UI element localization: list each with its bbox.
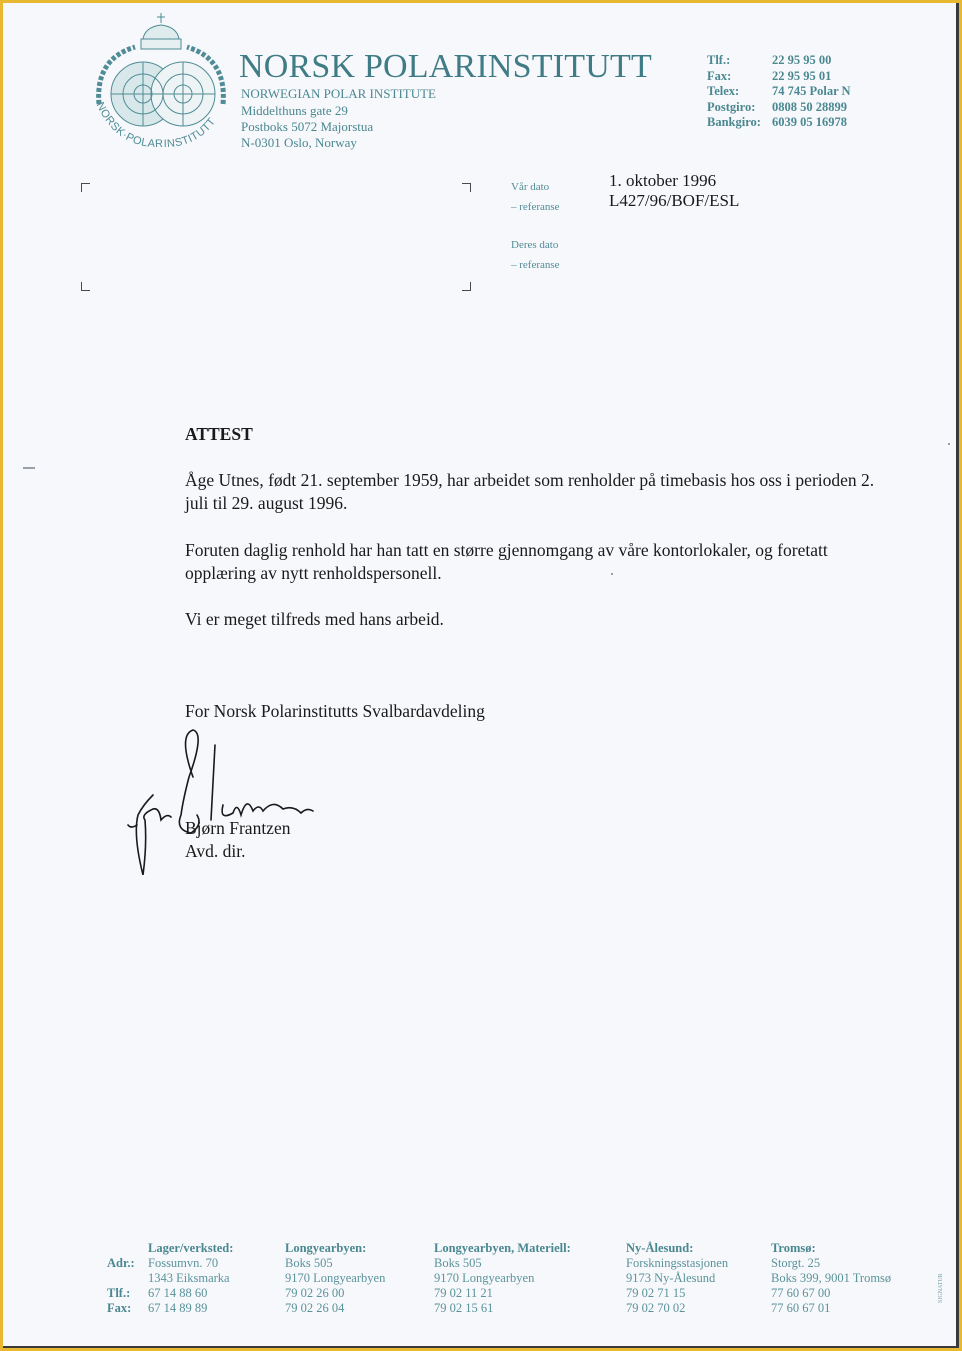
paragraph-3: Vi er meget tilfreds med hans arbeid. bbox=[185, 609, 444, 629]
organization-name: NORSK POLARINSTITUTT bbox=[239, 48, 652, 85]
footer-column-ny-alesund: Ny-Ålesund: Forskningsstasjonen 9173 Ny-Ålesund 79 02 71 15 79 02 70 02 bbox=[626, 1241, 729, 1315]
address-window-corner-icon bbox=[462, 183, 471, 192]
contact-telex: Telex: 74 745 Polar N bbox=[707, 84, 851, 98]
organization-address: Middelthuns gate 29 Postboks 5072 Majorstua N-0301 Oslo, Norway bbox=[241, 103, 374, 150]
address-window-corner-icon bbox=[81, 183, 90, 192]
our-reference-labels: Vår dato – referanse bbox=[511, 181, 560, 213]
address-window-corner-icon bbox=[462, 282, 471, 291]
footer-column-lager: Lager/verksted: Fossumvn. 70 1343 Eiksmarka 67 14 88 60 67 14 89 89 bbox=[148, 1241, 234, 1315]
contact-fax: Fax: 22 95 95 01 bbox=[707, 68, 832, 83]
scan-speck bbox=[611, 573, 613, 575]
contact-phone: Tlf.: 22 95 95 00 bbox=[707, 53, 832, 67]
contact-bankgiro: Bankgiro: 6039 05 16978 bbox=[707, 115, 847, 129]
address-window-corner-icon bbox=[81, 282, 90, 291]
letter-reference: L427/96/BOF/ESL bbox=[609, 191, 740, 210]
organization-name-english: NORWEGIAN POLAR INSTITUTE bbox=[241, 86, 436, 101]
closing-line: For Norsk Polarinstitutts Svalbardavdeling bbox=[185, 701, 485, 721]
signer-title: Avd. dir. bbox=[185, 841, 246, 861]
polar-institute-logo-icon bbox=[85, 9, 237, 147]
letter-date: 1. oktober 1996 bbox=[609, 171, 717, 190]
contact-block bbox=[707, 53, 851, 131]
their-reference-labels: Deres dato – referanse bbox=[511, 239, 560, 271]
letter-page bbox=[3, 3, 959, 1348]
svg-text:NORSK·POLARINSTITUTT: NORSK·POLARINSTITUTT bbox=[93, 100, 219, 147]
letter-heading: ATTEST bbox=[185, 424, 253, 444]
printer-mark: SIGNATUR bbox=[938, 1273, 944, 1303]
contact-postgiro: Postgiro: 0808 50 28899 bbox=[707, 99, 847, 114]
scan-speck bbox=[23, 467, 35, 469]
paragraph-1: Åge Utnes, født 21. september 1959, har arbeidet som renholder på timebasis hos oss i perioden 2. juli til 29. august 1996. bbox=[185, 470, 875, 513]
footer-column-longyearbyen: Longyearbyen: Boks 505 9170 Longyearbyen 79 02 26 00 79 02 26 04 bbox=[285, 1241, 386, 1315]
footer-row-labels: Adr.: Tlf.: Fax: bbox=[107, 1256, 135, 1315]
footer-column-tromso: Tromsø: Storgt. 25 Boks 399, 9001 Tromsø 77 60 67 00 77 60 67 01 bbox=[771, 1241, 892, 1315]
our-reference-values bbox=[609, 171, 739, 211]
paragraph-2: Foruten daglig renhold har han tatt en større gjennomgang av våre kontorlokaler, og foretatt opplæring av nytt renholdspersonell. bbox=[185, 540, 828, 583]
scan-speck bbox=[948, 443, 950, 445]
signer-name: Bjørn Frantzen bbox=[185, 818, 291, 838]
footer-column-longyearbyen-materiell: Longyearbyen, Materiell: Boks 505 9170 Longyearbyen 79 02 11 21 79 02 15 61 bbox=[434, 1241, 571, 1315]
